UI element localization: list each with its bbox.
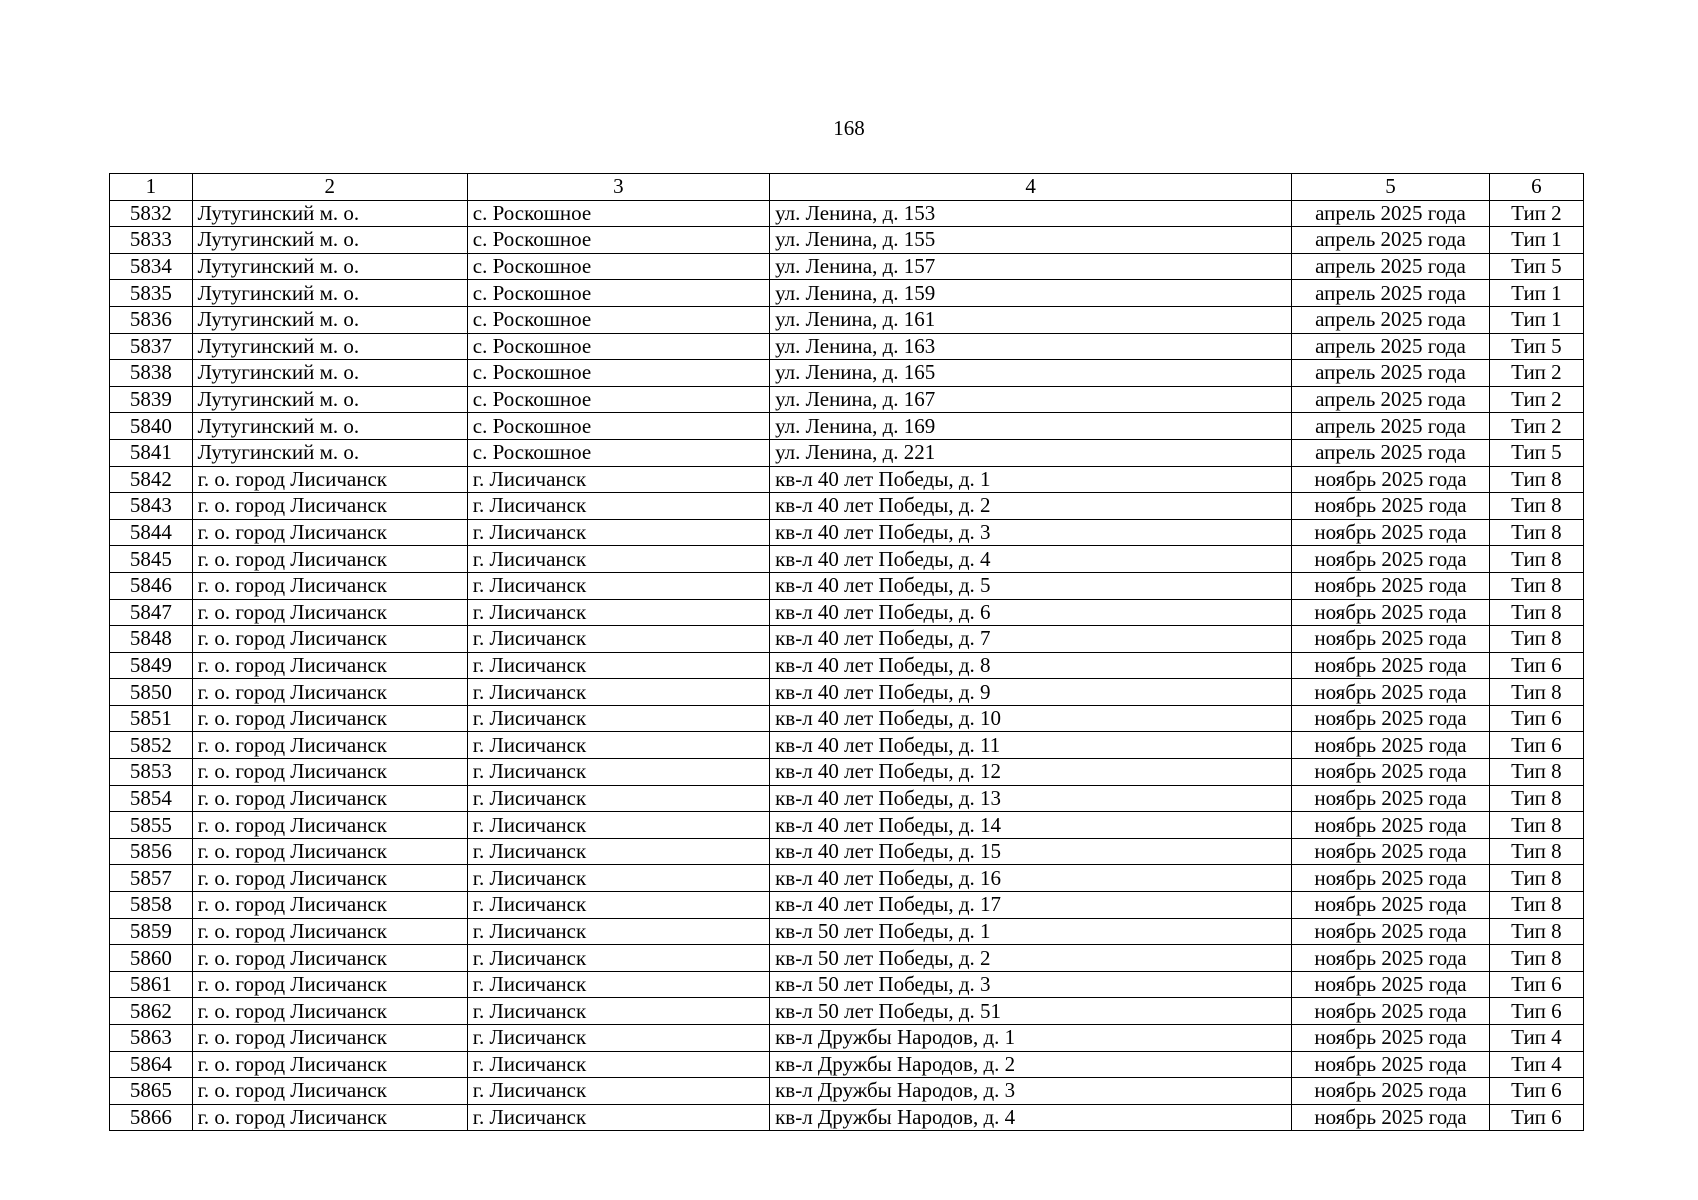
municipality-cell: г. о. город Лисичанск <box>192 998 467 1025</box>
settlement-cell: г. Лисичанск <box>467 652 769 679</box>
table-row <box>110 253 1584 280</box>
type-cell: Тип 2 <box>1489 200 1583 227</box>
municipality-cell: Лутугинский м. о. <box>192 253 467 280</box>
table-row <box>110 386 1584 413</box>
row-number-cell: 5838 <box>110 360 193 387</box>
municipality-cell: Лутугинский м. о. <box>192 439 467 466</box>
row-number-cell: 5850 <box>110 679 193 706</box>
period-cell: ноябрь 2025 года <box>1292 1051 1490 1078</box>
type-cell: Тип 8 <box>1489 626 1583 653</box>
table-row <box>110 918 1584 945</box>
period-cell: апрель 2025 года <box>1292 200 1490 227</box>
municipality-cell: г. о. город Лисичанск <box>192 493 467 520</box>
table-row <box>110 732 1584 759</box>
row-number-cell: 5835 <box>110 280 193 307</box>
row-number-cell: 5842 <box>110 466 193 493</box>
period-cell: ноябрь 2025 года <box>1292 519 1490 546</box>
period-cell: апрель 2025 года <box>1292 306 1490 333</box>
period-cell: ноябрь 2025 года <box>1292 1078 1490 1105</box>
municipality-cell: Лутугинский м. о. <box>192 360 467 387</box>
row-number-cell: 5840 <box>110 413 193 440</box>
address-cell: ул. Ленина, д. 221 <box>770 439 1292 466</box>
type-cell: Тип 6 <box>1489 1078 1583 1105</box>
settlement-cell: с. Роскошное <box>467 200 769 227</box>
settlement-cell: г. Лисичанск <box>467 865 769 892</box>
page-number: 168 <box>833 116 865 140</box>
period-cell: ноябрь 2025 года <box>1292 466 1490 493</box>
settlement-cell: г. Лисичанск <box>467 918 769 945</box>
table-row <box>110 705 1584 732</box>
municipality-cell: г. о. город Лисичанск <box>192 1078 467 1105</box>
period-cell: ноябрь 2025 года <box>1292 1025 1490 1052</box>
type-cell: Тип 8 <box>1489 838 1583 865</box>
row-number-cell: 5865 <box>110 1078 193 1105</box>
period-cell: ноябрь 2025 года <box>1292 599 1490 626</box>
settlement-cell: г. Лисичанск <box>467 1051 769 1078</box>
type-cell: Тип 8 <box>1489 519 1583 546</box>
municipality-cell: г. о. город Лисичанск <box>192 705 467 732</box>
settlement-cell: г. Лисичанск <box>467 759 769 786</box>
period-cell: апрель 2025 года <box>1292 280 1490 307</box>
row-number-cell: 5859 <box>110 918 193 945</box>
type-cell: Тип 8 <box>1489 945 1583 972</box>
address-cell: кв-л 40 лет Победы, д. 15 <box>770 838 1292 865</box>
address-cell: кв-л 40 лет Победы, д. 9 <box>770 679 1292 706</box>
row-number-cell: 5845 <box>110 546 193 573</box>
settlement-cell: с. Роскошное <box>467 413 769 440</box>
row-number-cell: 5843 <box>110 493 193 520</box>
table-row <box>110 227 1584 254</box>
type-cell: Тип 8 <box>1489 572 1583 599</box>
settlement-cell: г. Лисичанск <box>467 892 769 919</box>
table-row <box>110 1025 1584 1052</box>
type-cell: Тип 8 <box>1489 759 1583 786</box>
table-body <box>110 200 1584 1131</box>
address-cell: кв-л 40 лет Победы, д. 3 <box>770 519 1292 546</box>
settlement-cell: с. Роскошное <box>467 360 769 387</box>
address-cell: кв-л 40 лет Победы, д. 11 <box>770 732 1292 759</box>
table-row <box>110 280 1584 307</box>
header-row <box>110 174 1584 201</box>
municipality-cell: Лутугинский м. о. <box>192 200 467 227</box>
address-cell: кв-л 40 лет Победы, д. 12 <box>770 759 1292 786</box>
row-number-cell: 5864 <box>110 1051 193 1078</box>
table-row <box>110 546 1584 573</box>
municipality-cell: г. о. город Лисичанск <box>192 626 467 653</box>
address-cell: кв-л 40 лет Победы, д. 10 <box>770 705 1292 732</box>
table-row <box>110 306 1584 333</box>
address-cell: кв-л 40 лет Победы, д. 16 <box>770 865 1292 892</box>
table-row <box>110 466 1584 493</box>
type-cell: Тип 6 <box>1489 1104 1583 1131</box>
table-row <box>110 759 1584 786</box>
settlement-cell: г. Лисичанск <box>467 812 769 839</box>
period-cell: апрель 2025 года <box>1292 227 1490 254</box>
period-cell: ноябрь 2025 года <box>1292 572 1490 599</box>
row-number-cell: 5848 <box>110 626 193 653</box>
settlement-cell: г. Лисичанск <box>467 519 769 546</box>
row-number-cell: 5866 <box>110 1104 193 1131</box>
municipality-cell: г. о. город Лисичанск <box>192 546 467 573</box>
row-number-cell: 5846 <box>110 572 193 599</box>
period-cell: ноябрь 2025 года <box>1292 546 1490 573</box>
type-cell: Тип 2 <box>1489 386 1583 413</box>
period-cell: апрель 2025 года <box>1292 413 1490 440</box>
municipality-cell: г. о. город Лисичанск <box>192 785 467 812</box>
type-cell: Тип 8 <box>1489 679 1583 706</box>
row-number-cell: 5855 <box>110 812 193 839</box>
row-number-cell: 5847 <box>110 599 193 626</box>
table-row <box>110 360 1584 387</box>
municipality-cell: г. о. город Лисичанск <box>192 812 467 839</box>
type-cell: Тип 4 <box>1489 1025 1583 1052</box>
type-cell: Тип 6 <box>1489 705 1583 732</box>
address-cell: кв-л Дружбы Народов, д. 1 <box>770 1025 1292 1052</box>
municipality-cell: Лутугинский м. о. <box>192 413 467 440</box>
settlement-cell: г. Лисичанск <box>467 572 769 599</box>
table-row <box>110 333 1584 360</box>
table-row <box>110 200 1584 227</box>
municipality-cell: г. о. город Лисичанск <box>192 572 467 599</box>
settlement-cell: г. Лисичанск <box>467 971 769 998</box>
settlement-cell: г. Лисичанск <box>467 838 769 865</box>
address-cell: кв-л 40 лет Победы, д. 7 <box>770 626 1292 653</box>
row-number-cell: 5862 <box>110 998 193 1025</box>
settlement-cell: с. Роскошное <box>467 386 769 413</box>
municipality-cell: г. о. город Лисичанск <box>192 971 467 998</box>
row-number-cell: 5841 <box>110 439 193 466</box>
address-cell: кв-л 50 лет Победы, д. 1 <box>770 918 1292 945</box>
table-header <box>110 174 1584 201</box>
table-row <box>110 599 1584 626</box>
type-cell: Тип 8 <box>1489 892 1583 919</box>
address-cell: ул. Ленина, д. 165 <box>770 360 1292 387</box>
address-cell: кв-л 40 лет Победы, д. 13 <box>770 785 1292 812</box>
municipality-cell: г. о. город Лисичанск <box>192 679 467 706</box>
address-cell: ул. Ленина, д. 157 <box>770 253 1292 280</box>
address-cell: кв-л Дружбы Народов, д. 4 <box>770 1104 1292 1131</box>
row-number-cell: 5849 <box>110 652 193 679</box>
address-cell: кв-л Дружбы Народов, д. 3 <box>770 1078 1292 1105</box>
municipality-cell: г. о. город Лисичанск <box>192 519 467 546</box>
row-number-cell: 5851 <box>110 705 193 732</box>
table-row <box>110 838 1584 865</box>
period-cell: ноябрь 2025 года <box>1292 865 1490 892</box>
settlement-cell: г. Лисичанск <box>467 1025 769 1052</box>
period-cell: ноябрь 2025 года <box>1292 493 1490 520</box>
table-row <box>110 892 1584 919</box>
period-cell: ноябрь 2025 года <box>1292 785 1490 812</box>
type-cell: Тип 5 <box>1489 439 1583 466</box>
address-cell: кв-л 50 лет Победы, д. 2 <box>770 945 1292 972</box>
period-cell: ноябрь 2025 года <box>1292 679 1490 706</box>
type-cell: Тип 8 <box>1489 466 1583 493</box>
municipality-cell: г. о. город Лисичанск <box>192 759 467 786</box>
settlement-cell: г. Лисичанск <box>467 626 769 653</box>
settlement-cell: с. Роскошное <box>467 253 769 280</box>
period-cell: ноябрь 2025 года <box>1292 652 1490 679</box>
settlement-cell: с. Роскошное <box>467 227 769 254</box>
address-cell: ул. Ленина, д. 161 <box>770 306 1292 333</box>
column-header-4: 4 <box>770 174 1292 201</box>
address-cell: ул. Ленина, д. 155 <box>770 227 1292 254</box>
settlement-cell: г. Лисичанск <box>467 1078 769 1105</box>
table-row <box>110 439 1584 466</box>
table-row <box>110 812 1584 839</box>
table-row <box>110 572 1584 599</box>
address-cell: кв-л 40 лет Победы, д. 6 <box>770 599 1292 626</box>
address-cell: ул. Ленина, д. 153 <box>770 200 1292 227</box>
municipality-cell: г. о. город Лисичанск <box>192 652 467 679</box>
municipality-cell: Лутугинский м. о. <box>192 306 467 333</box>
table-row <box>110 493 1584 520</box>
municipality-cell: Лутугинский м. о. <box>192 386 467 413</box>
settlement-cell: г. Лисичанск <box>467 493 769 520</box>
municipality-cell: г. о. город Лисичанск <box>192 1025 467 1052</box>
settlement-cell: с. Роскошное <box>467 280 769 307</box>
period-cell: ноябрь 2025 года <box>1292 705 1490 732</box>
period-cell: ноябрь 2025 года <box>1292 732 1490 759</box>
type-cell: Тип 6 <box>1489 971 1583 998</box>
period-cell: ноябрь 2025 года <box>1292 892 1490 919</box>
settlement-cell: г. Лисичанск <box>467 466 769 493</box>
row-number-cell: 5844 <box>110 519 193 546</box>
period-cell: ноябрь 2025 года <box>1292 971 1490 998</box>
column-header-6: 6 <box>1489 174 1583 201</box>
address-cell: ул. Ленина, д. 163 <box>770 333 1292 360</box>
period-cell: апрель 2025 года <box>1292 253 1490 280</box>
row-number-cell: 5858 <box>110 892 193 919</box>
row-number-cell: 5853 <box>110 759 193 786</box>
settlement-cell: г. Лисичанск <box>467 1104 769 1131</box>
row-number-cell: 5832 <box>110 200 193 227</box>
settlement-cell: г. Лисичанск <box>467 679 769 706</box>
address-cell: ул. Ленина, д. 169 <box>770 413 1292 440</box>
period-cell: ноябрь 2025 года <box>1292 945 1490 972</box>
address-cell: кв-л 40 лет Победы, д. 1 <box>770 466 1292 493</box>
period-cell: ноябрь 2025 года <box>1292 838 1490 865</box>
period-cell: ноябрь 2025 года <box>1292 1104 1490 1131</box>
type-cell: Тип 8 <box>1489 599 1583 626</box>
row-number-cell: 5839 <box>110 386 193 413</box>
municipality-cell: г. о. город Лисичанск <box>192 945 467 972</box>
address-cell: кв-л 40 лет Победы, д. 4 <box>770 546 1292 573</box>
row-number-cell: 5852 <box>110 732 193 759</box>
table-row <box>110 971 1584 998</box>
type-cell: Тип 5 <box>1489 253 1583 280</box>
row-number-cell: 5857 <box>110 865 193 892</box>
settlement-cell: г. Лисичанск <box>467 546 769 573</box>
type-cell: Тип 6 <box>1489 652 1583 679</box>
table-row <box>110 652 1584 679</box>
table-row <box>110 865 1584 892</box>
settlement-cell: г. Лисичанск <box>467 785 769 812</box>
row-number-cell: 5836 <box>110 306 193 333</box>
table-row <box>110 785 1584 812</box>
column-header-1: 1 <box>110 174 193 201</box>
settlement-cell: г. Лисичанск <box>467 599 769 626</box>
table-row <box>110 1051 1584 1078</box>
row-number-cell: 5860 <box>110 945 193 972</box>
address-cell: ул. Ленина, д. 167 <box>770 386 1292 413</box>
table-row <box>110 679 1584 706</box>
municipality-cell: г. о. город Лисичанск <box>192 732 467 759</box>
table-row <box>110 998 1584 1025</box>
municipality-cell: Лутугинский м. о. <box>192 280 467 307</box>
row-number-cell: 5833 <box>110 227 193 254</box>
type-cell: Тип 8 <box>1489 785 1583 812</box>
municipality-cell: г. о. город Лисичанск <box>192 1104 467 1131</box>
row-number-cell: 5837 <box>110 333 193 360</box>
address-cell: кв-л 40 лет Победы, д. 14 <box>770 812 1292 839</box>
municipality-cell: г. о. город Лисичанск <box>192 1051 467 1078</box>
period-cell: ноябрь 2025 года <box>1292 759 1490 786</box>
address-cell: ул. Ленина, д. 159 <box>770 280 1292 307</box>
settlement-cell: с. Роскошное <box>467 333 769 360</box>
type-cell: Тип 8 <box>1489 493 1583 520</box>
table-row <box>110 1104 1584 1131</box>
address-cell: кв-л 40 лет Победы, д. 5 <box>770 572 1292 599</box>
column-header-5: 5 <box>1292 174 1490 201</box>
address-cell: кв-л 50 лет Победы, д. 51 <box>770 998 1292 1025</box>
type-cell: Тип 2 <box>1489 360 1583 387</box>
row-number-cell: 5863 <box>110 1025 193 1052</box>
type-cell: Тип 8 <box>1489 918 1583 945</box>
table-row <box>110 413 1584 440</box>
period-cell: ноябрь 2025 года <box>1292 626 1490 653</box>
period-cell: ноябрь 2025 года <box>1292 918 1490 945</box>
period-cell: апрель 2025 года <box>1292 439 1490 466</box>
municipality-cell: г. о. город Лисичанск <box>192 466 467 493</box>
address-cell: кв-л 40 лет Победы, д. 17 <box>770 892 1292 919</box>
municipality-cell: Лутугинский м. о. <box>192 333 467 360</box>
address-cell: кв-л Дружбы Народов, д. 2 <box>770 1051 1292 1078</box>
type-cell: Тип 8 <box>1489 546 1583 573</box>
data-table <box>109 173 1584 1131</box>
address-cell: кв-л 40 лет Победы, д. 8 <box>770 652 1292 679</box>
table-row <box>110 1078 1584 1105</box>
column-header-3: 3 <box>467 174 769 201</box>
municipality-cell: г. о. город Лисичанск <box>192 865 467 892</box>
column-header-2: 2 <box>192 174 467 201</box>
municipality-cell: г. о. город Лисичанск <box>192 599 467 626</box>
type-cell: Тип 8 <box>1489 812 1583 839</box>
row-number-cell: 5861 <box>110 971 193 998</box>
address-cell: кв-л 50 лет Победы, д. 3 <box>770 971 1292 998</box>
type-cell: Тип 8 <box>1489 865 1583 892</box>
row-number-cell: 5834 <box>110 253 193 280</box>
type-cell: Тип 5 <box>1489 333 1583 360</box>
period-cell: апрель 2025 года <box>1292 360 1490 387</box>
municipality-cell: Лутугинский м. о. <box>192 227 467 254</box>
table-row <box>110 519 1584 546</box>
row-number-cell: 5856 <box>110 838 193 865</box>
row-number-cell: 5854 <box>110 785 193 812</box>
type-cell: Тип 1 <box>1489 227 1583 254</box>
period-cell: апрель 2025 года <box>1292 333 1490 360</box>
settlement-cell: г. Лисичанск <box>467 705 769 732</box>
table-row <box>110 626 1584 653</box>
period-cell: ноябрь 2025 года <box>1292 812 1490 839</box>
municipality-cell: г. о. город Лисичанск <box>192 892 467 919</box>
settlement-cell: г. Лисичанск <box>467 945 769 972</box>
type-cell: Тип 6 <box>1489 998 1583 1025</box>
settlement-cell: г. Лисичанск <box>467 732 769 759</box>
municipality-cell: г. о. город Лисичанск <box>192 918 467 945</box>
period-cell: апрель 2025 года <box>1292 386 1490 413</box>
municipality-cell: г. о. город Лисичанск <box>192 838 467 865</box>
settlement-cell: с. Роскошное <box>467 306 769 333</box>
settlement-cell: г. Лисичанск <box>467 998 769 1025</box>
type-cell: Тип 6 <box>1489 732 1583 759</box>
period-cell: ноябрь 2025 года <box>1292 998 1490 1025</box>
table-row <box>110 945 1584 972</box>
type-cell: Тип 4 <box>1489 1051 1583 1078</box>
type-cell: Тип 2 <box>1489 413 1583 440</box>
settlement-cell: с. Роскошное <box>467 439 769 466</box>
type-cell: Тип 1 <box>1489 306 1583 333</box>
address-cell: кв-л 40 лет Победы, д. 2 <box>770 493 1292 520</box>
type-cell: Тип 1 <box>1489 280 1583 307</box>
